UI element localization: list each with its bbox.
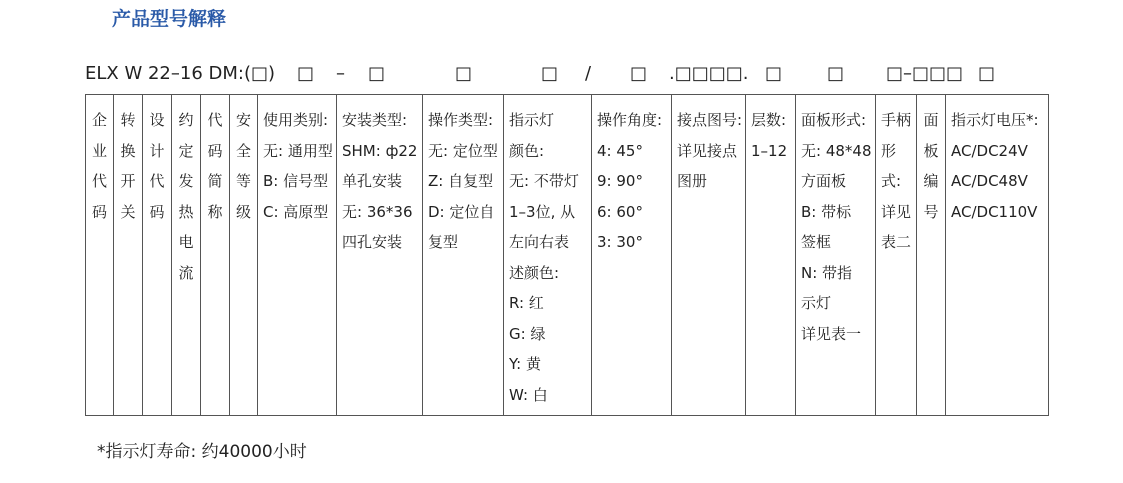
column-code-abbrev: 代 码 简 称 [201,95,230,416]
model-code-slot: □ [630,63,648,84]
column-contact-diagram: 接点图号: 详见接点 图册 [672,95,746,416]
model-code-dash: – [336,63,345,84]
column-panel-form: 面板形式: 无: 48*48 方面板 B: 带标 签框 N: 带指 示灯 详见表一 [796,95,876,416]
column-operation-angle: 操作角度: 4: 45° 9: 90° 6: 60° 3: 30° [592,95,672,416]
column-enterprise-code: 企 业 代 码 [86,95,114,416]
model-code-prefix: ELX W 22–16 DM:(□) [85,63,276,84]
model-code-slot: □ [978,63,996,84]
model-code-slot: □ [541,63,559,84]
column-layers: 层数: 1–12 [746,95,796,416]
model-code-slots-group: .□□□□. [669,63,749,84]
column-handle-form: 手柄 形式: 详见 表二 [876,95,917,416]
model-code-slash: / [585,63,592,84]
model-code-slot: □ [827,63,845,84]
page-title: 产品型号解释 [112,8,227,30]
model-code-slot: □ [368,63,386,84]
column-usage-category: 使用类别: 无: 通用型 B: 信号型 C: 高原型 [258,95,337,416]
column-design-code: 设 计 代 码 [143,95,172,416]
model-code-slot: □ [765,63,783,84]
column-rated-current: 约 定 发 热 电 流 [172,95,201,416]
column-indicator-color: 指示灯 颜色: 无: 不带灯 1–3位, 从 左向右表 述颜色: R: 红 G: 绿 Y: 黄 W: 白 [504,95,592,416]
model-code-slot: □ [455,63,473,84]
model-code-slots-group: □–□□□ [886,63,964,84]
table-row [86,95,1049,416]
column-operation-type: 操作类型: 无: 定位型 Z: 自复型 D: 定位自 复型 [423,95,504,416]
column-safety-level: 安 全 等 级 [230,95,258,416]
column-switch: 转 换 开 关 [114,95,143,416]
column-indicator-voltage: 指示灯电压*: AC/DC24V AC/DC48V AC/DC110V [946,95,1049,416]
column-panel-number: 面 板 编 号 [917,95,946,416]
footnote: *指示灯寿命: 约40000小时 [97,442,307,462]
model-code-slot: □ [297,63,315,84]
model-code-line [85,62,1085,86]
column-installation-type: 安装类型: SHM: ф22 单孔安装 无: 36*36 四孔安装 [337,95,423,416]
model-explanation-table [85,94,1049,416]
